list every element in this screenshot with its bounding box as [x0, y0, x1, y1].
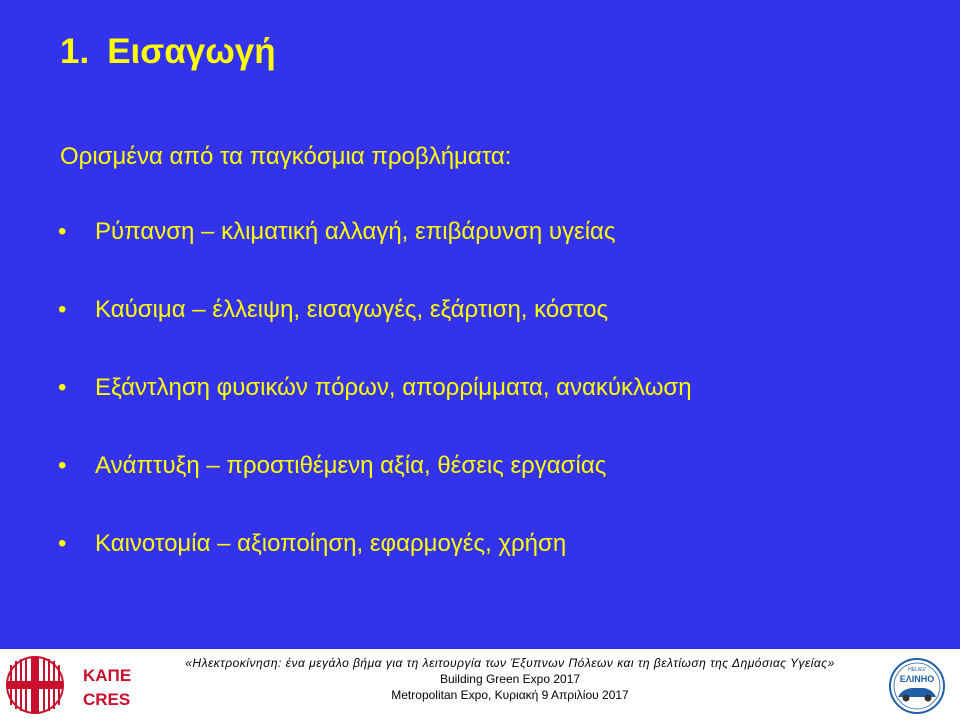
footer-line-1: «Ηλεκτροκίνηση: ένα μεγάλο βήμα για τη λειτουργία των Έξυπνων Πόλεων και τη βελτίωση της Δημόσιας Υγείας»	[185, 656, 835, 670]
bullet-text: Ανάπτυξη – προστιθέμενη αξία, θέσεις εργασίας	[95, 452, 607, 479]
cres-logo-text: CRES	[83, 690, 131, 709]
bullet-icon: •	[58, 296, 67, 323]
bullet-icon: •	[58, 218, 67, 245]
bullet-text: Ρύπανση – κλιματική αλλαγή, επιβάρυνση υγείας	[95, 218, 616, 245]
footer-text	[135, 655, 885, 703]
kape-logo-icon	[5, 655, 65, 715]
footer-line-3: Metropolitan Expo, Κυριακή 9 Απριλίου 2017	[391, 688, 629, 702]
bullet-icon: •	[58, 374, 67, 401]
footer-line-2: Building Green Expo 2017	[439, 672, 581, 686]
elinho-logo-icon	[884, 657, 950, 715]
bullet-list	[58, 218, 692, 608]
bullet-text: Εξάντληση φυσικών πόρων, απορρίμματα, ανακύκλωση	[95, 374, 692, 401]
title-number: 1.	[60, 32, 90, 71]
elinho-small-text: HELIEV	[908, 667, 926, 673]
bullet-text: Καινοτομία – αξιοποίηση, εφαρμογές, χρήση	[95, 530, 567, 557]
slide-title	[60, 32, 276, 72]
bullet-icon: •	[58, 452, 67, 479]
footer	[0, 649, 960, 720]
bullet-item	[58, 530, 692, 608]
elinho-text: ΕΛΙΝΗΟ	[899, 674, 935, 684]
bullet-icon: •	[58, 530, 67, 557]
kape-cres-logo	[5, 655, 132, 715]
kape-logo-text: ΚΑΠΕ	[83, 666, 132, 685]
title-text: Εισαγωγή	[107, 32, 276, 71]
bullet-item	[58, 296, 692, 374]
bullet-item	[58, 374, 692, 452]
intro-text: Ορισμένα από τα παγκόσμια προβλήματα:	[60, 143, 512, 170]
bullet-text: Καύσιμα – έλλειψη, εισαγωγές, εξάρτιση, κόστος	[95, 296, 609, 323]
bullet-item	[58, 218, 692, 296]
bullet-item	[58, 452, 692, 530]
